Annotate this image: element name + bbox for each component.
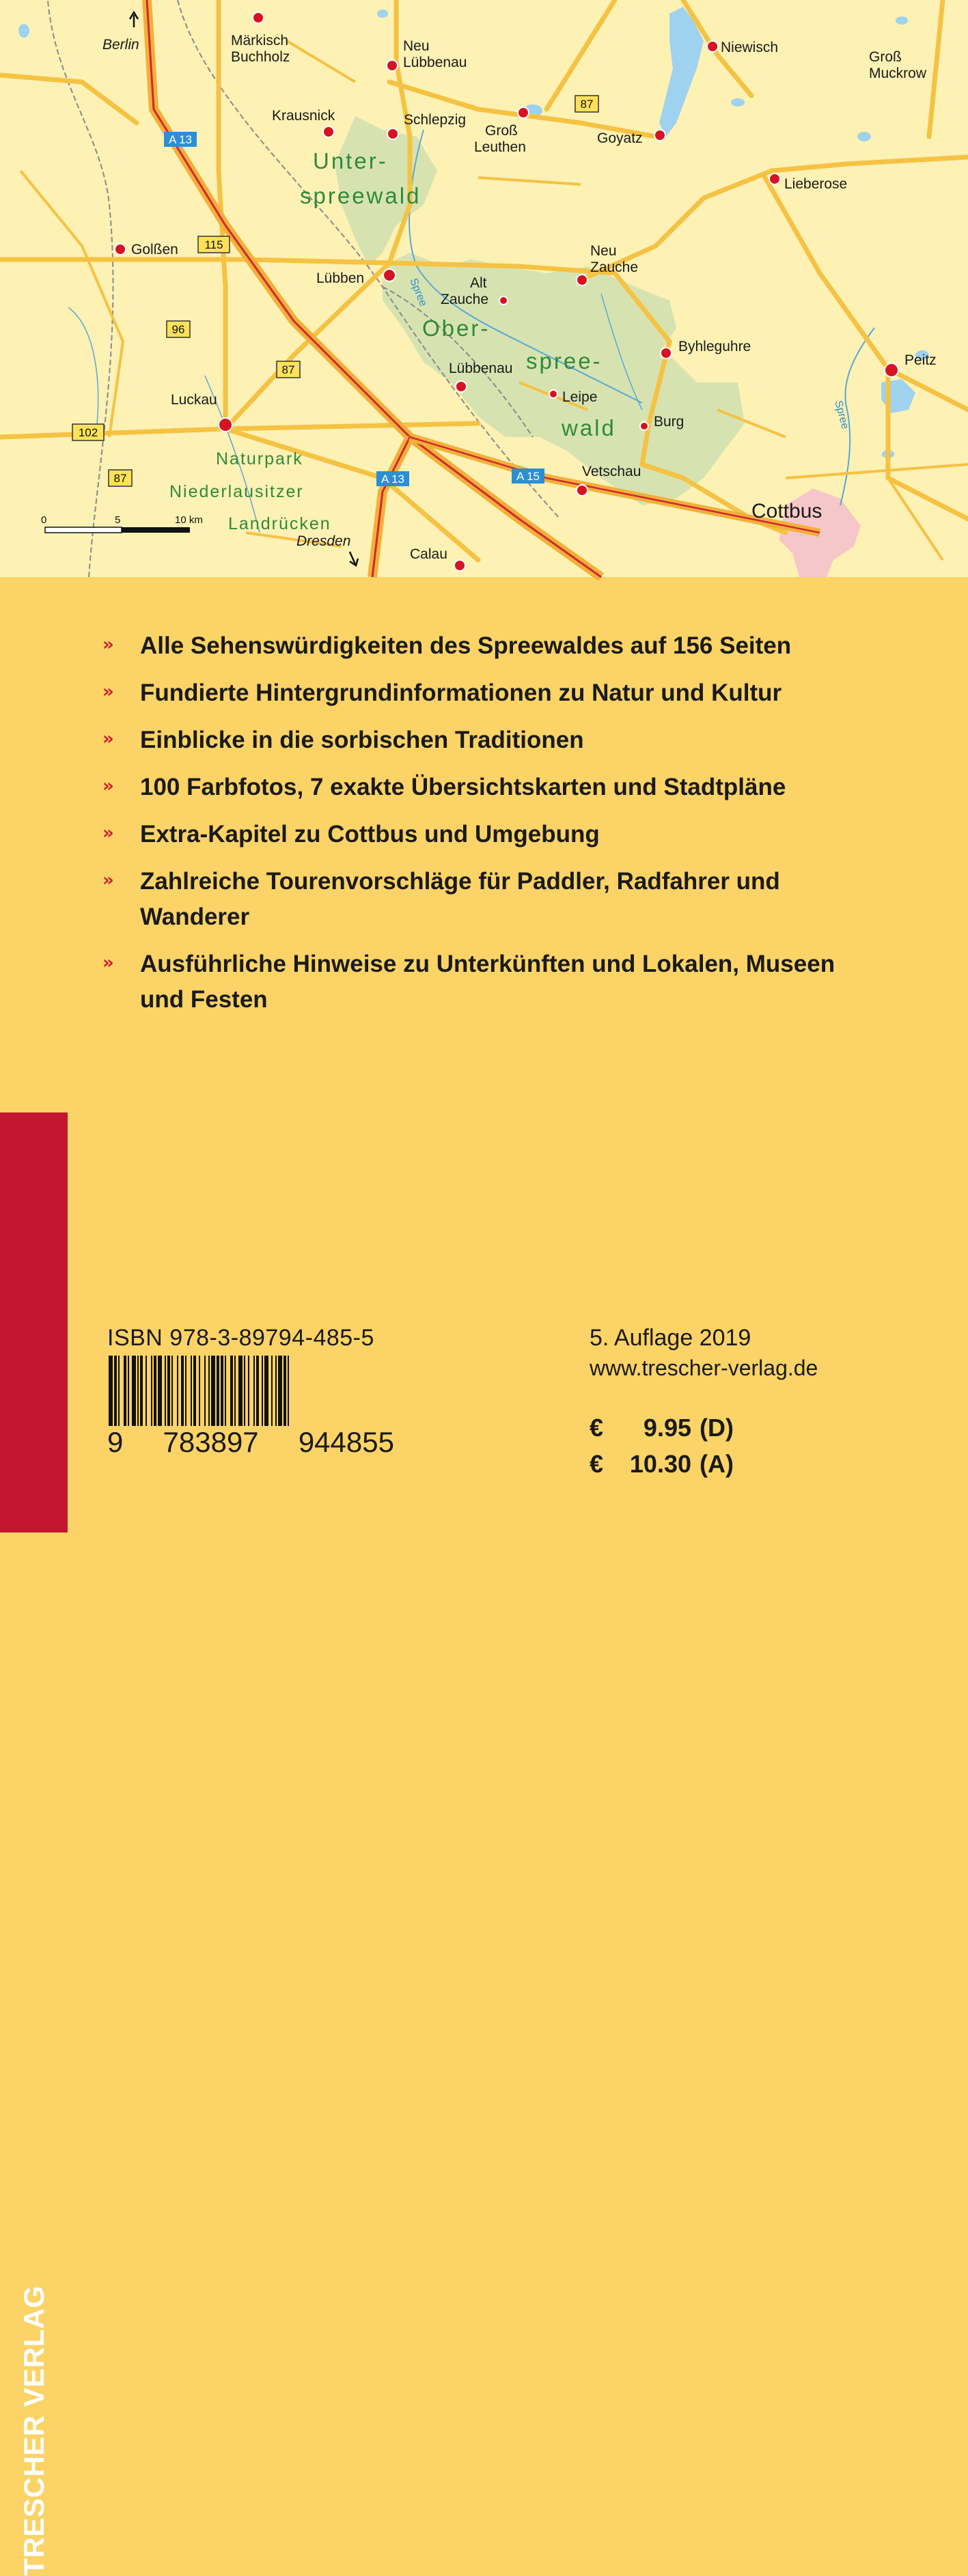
barcode-digit-group: 783897 [163, 1426, 259, 1458]
barcode-bar [271, 1356, 273, 1426]
barcode-bar [199, 1356, 200, 1426]
publisher-website: www.trescher-verlag.de [590, 1356, 818, 1380]
spreewald-map [0, 0, 968, 577]
place-neu-luebbenau-1: Neu [403, 38, 430, 54]
motorway-a13-south-label: A 13 [381, 473, 405, 486]
barcode-bar [109, 1356, 113, 1426]
price-currency: € [590, 1450, 604, 1478]
region-unterspreewald-1: Unter- [313, 148, 388, 173]
barcode-bar [248, 1356, 249, 1426]
place-krausnick: Krausnick [272, 108, 335, 124]
place-alt-zauche-1: Alt [470, 275, 487, 291]
barcode-bar [177, 1356, 178, 1426]
barcode-bar [217, 1356, 219, 1426]
barcode-bar [151, 1356, 152, 1426]
barcode-bar [253, 1356, 255, 1426]
barcode-bar [185, 1356, 186, 1426]
lake-small-2 [731, 98, 745, 107]
motorway-a13-label: A 13 [168, 133, 193, 146]
barcode-bar [114, 1356, 117, 1426]
barcode-bar [191, 1356, 192, 1426]
place-luebben: Lübben [316, 270, 365, 286]
price-currency: € [590, 1414, 604, 1442]
bullet-icon: » [102, 634, 114, 655]
place-maerkisch: Märkisch [231, 33, 289, 48]
barcode-digit-group: 944855 [298, 1426, 394, 1458]
feature-item [102, 817, 868, 852]
scale-five: 5 [115, 514, 121, 526]
barcode-digit-group: 9 [107, 1426, 124, 1458]
feature-text: Alle Sehenswürdigkeiten des Spreewaldes auf 156 Seiten [140, 632, 792, 659]
road-87-low-label: 87 [113, 472, 127, 485]
feature-text: Extra-Kapitel zu Cottbus und Umgebung [140, 821, 600, 848]
barcode-bar [167, 1356, 170, 1426]
feature-item [102, 864, 868, 935]
barcode-bar [146, 1356, 147, 1426]
barcode-bar [118, 1356, 120, 1426]
place-gross-muckrow-2: Muckrow [869, 66, 927, 81]
bullet-icon: » [102, 776, 114, 796]
barcode-bar [181, 1356, 184, 1426]
place-neu-zauche-1: Neu [590, 243, 617, 259]
lake-small-3 [857, 132, 871, 141]
barcode-bar [244, 1356, 245, 1426]
barcode-bar [193, 1356, 196, 1426]
barcode-bar [140, 1356, 143, 1426]
barcode-bar [158, 1356, 162, 1426]
place-dresden: Dresden [296, 533, 351, 549]
feature-text: Einblicke in die sorbischen Traditionen [140, 727, 584, 753]
bullet-icon: » [102, 729, 114, 749]
barcode-bar [154, 1356, 156, 1426]
lake-small-4 [896, 16, 908, 25]
barcode-bar [230, 1356, 233, 1426]
isbn-label: ISBN 978-3-89794-485-5 [107, 1325, 374, 1351]
barcode-bar [264, 1356, 268, 1426]
barcode-bar [256, 1356, 259, 1426]
barcode-bar [124, 1356, 126, 1426]
road-96-label: 96 [171, 323, 185, 336]
place-niewisch: Niewisch [721, 40, 779, 55]
region-naturpark-1: Naturpark [216, 449, 303, 468]
lake-small-5 [18, 24, 29, 38]
river-spree-west: Spree [407, 277, 430, 309]
region-oberspreewald-2: spree- [526, 348, 603, 374]
place-vetschau: Vetschau [582, 464, 641, 479]
barcode-bar [288, 1356, 289, 1426]
place-luebbenau: Lübbenau [449, 361, 513, 376]
barcode-bar [132, 1356, 136, 1426]
feature-text: Ausführliche Hinweise zu Unterkünften und Lokalen, Museen und Festen [140, 951, 835, 1013]
bullet-icon: » [102, 682, 114, 702]
road-115-label: 115 [204, 238, 223, 251]
feature-item [102, 947, 868, 1018]
place-alt-zauche-2: Zauche [441, 292, 489, 307]
barcode-bar [128, 1356, 129, 1426]
publisher-name: TRESCHER VERLAG [18, 2285, 50, 2576]
barcode-bar [221, 1356, 223, 1426]
price-amount: 10.30 [629, 1450, 691, 1478]
barcode-bar [275, 1356, 277, 1426]
barcode-bar [204, 1356, 206, 1426]
barcode-bar [137, 1356, 139, 1426]
place-leipe: Leipe [562, 389, 598, 405]
region-naturpark-3: Landrücken [228, 514, 331, 533]
lake-small-6 [377, 10, 388, 18]
road-87-mid-label: 87 [281, 363, 295, 376]
feature-item [102, 675, 868, 711]
river-spree-east: Spree [832, 399, 851, 431]
place-gross-leuthen-2: Leuthen [474, 139, 526, 155]
feature-list [102, 628, 868, 1029]
price-region: (A) [700, 1450, 734, 1478]
scale-ten: 10 km [175, 514, 203, 526]
feature-text: Zahlreiche Tourenvorschläge für Paddler, Radfahrer und Wanderer [140, 868, 780, 930]
region-naturpark-2: Niederlausitzer [169, 482, 304, 501]
region-unterspreewald-2: spreewald [300, 183, 421, 208]
region-oberspreewald-1: Ober- [422, 316, 490, 341]
feature-item [102, 628, 868, 664]
place-gross-leuthen-1: Groß [485, 123, 518, 139]
barcode-bar [208, 1356, 210, 1426]
place-byhleguhre: Byhleguhre [678, 339, 751, 354]
place-schlepzig: Schlepzig [404, 112, 467, 128]
edition-label: 5. Auflage 2019 [590, 1325, 751, 1351]
barcode-bar [262, 1356, 263, 1426]
motorway-a15-label: A 15 [516, 470, 540, 483]
place-cottbus: Cottbus [751, 500, 822, 522]
barcode-bar [165, 1356, 166, 1426]
place-luckau: Luckau [171, 392, 217, 408]
place-golssen: Golßen [131, 242, 178, 257]
scale-zero: 0 [41, 514, 47, 526]
price-region: (D) [700, 1414, 734, 1442]
feature-item [102, 770, 868, 805]
place-burg: Burg [654, 414, 684, 430]
barcode-digits [107, 1426, 394, 1459]
price-amount: 9.95 [643, 1414, 691, 1442]
barcode-bar [225, 1356, 226, 1426]
feature-item [102, 723, 868, 758]
feature-text: Fundierte Hintergrundinformationen zu Natur und Kultur [140, 680, 782, 706]
bullet-icon: » [102, 870, 114, 891]
road-87-label: 87 [580, 98, 594, 111]
barcode-bar [234, 1356, 236, 1426]
price-austria [590, 1450, 734, 1479]
price-germany [590, 1414, 734, 1442]
road-102-label: 102 [78, 426, 98, 439]
feature-text: 100 Farbfotos, 7 exakte Übersichtskarten und Stadtpläne [140, 774, 786, 800]
place-lieberose: Lieberose [784, 176, 848, 192]
barcode-bar [171, 1356, 173, 1426]
bullet-icon: » [102, 823, 114, 843]
barcode-bar [211, 1356, 215, 1426]
place-berlin: Berlin [102, 37, 139, 53]
place-calau: Calau [410, 546, 447, 562]
barcode [107, 1356, 384, 1426]
place-buchholz: Buchholz [231, 49, 290, 65]
place-neu-zauche-2: Zauche [590, 260, 639, 275]
place-goyatz: Goyatz [597, 130, 643, 146]
place-gross-muckrow-1: Groß [869, 49, 902, 65]
place-neu-luebbenau-2: Lübbenau [403, 55, 467, 70]
barcode-bar [238, 1356, 243, 1426]
barcode-bar [278, 1356, 282, 1426]
bullet-icon: » [102, 953, 114, 973]
place-peitz: Peitz [904, 352, 937, 368]
barcode-bar [284, 1356, 286, 1426]
region-oberspreewald-3: wald [562, 415, 616, 440]
publisher-band [0, 1112, 68, 2576]
